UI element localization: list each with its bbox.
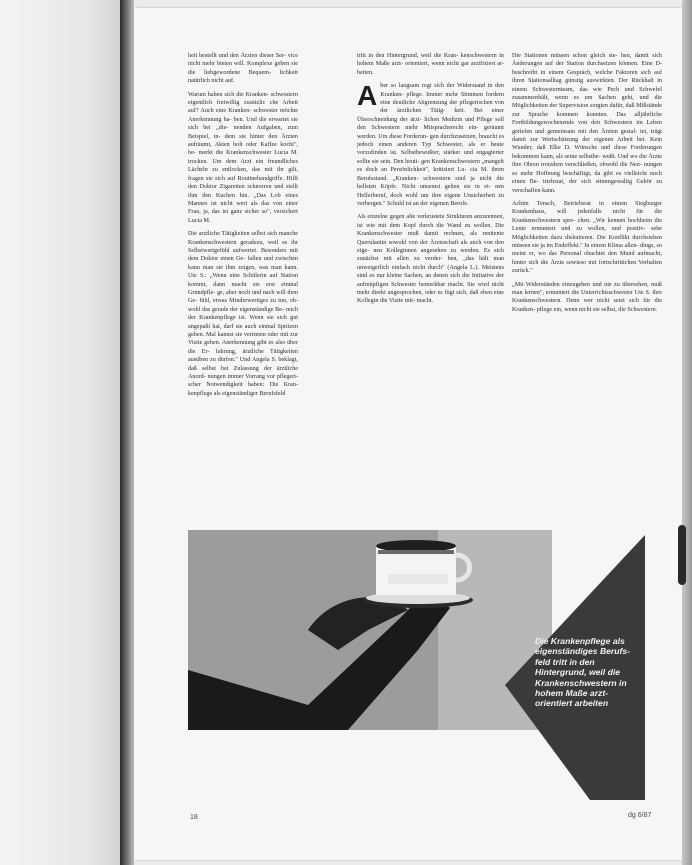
drop-cap: A [357, 80, 378, 112]
paragraph-text: ber so langsam regt sich der Widerstand in den Kranken- pflege. Immer mehr Stimmen fordern eine deutliche Abgrenzung der pflegerischen von der ärztlichen Tätig- keit. Bei einer Überschneidung der ärzt- lichen Medizin und Pflege soll den Schwestern mehr Mitspracherecht ein- geräumt werden. Um diese Forderun- gen durchzusetzen, braucht es jedoch einen anderen Typ Schwester, als er heute vorzufinden ist. Selbstbewußter, stärker und engagierter sollte sie sein. Den heuti- gen Krankenschwestern „mangelt es doch an Persönlichkeit", kritisiert Lu- cia M. ihren Berufsstand. „Kranken- schwestern sind ja nicht die hellsten Köpfe. Nicht umsonst gehen sie in ei- nen Helferberuf, doch wohl um ihre eigene Unsicherheit zu verbergen." Schuld ist an der eigenen Berufe. [357, 83, 504, 207]
page-number: 18 [190, 814, 198, 821]
paragraph: „Mit Widerständen einzugehen und nie zu übersehen, muß man lernen", ermuntert die Unterrichtsschwester Ute S. ihre Krankenschwestern. Denn wer nicht setzt sich für die Kranken- pflege ein, wenn nicht sie selbst, die Schwestern. [512, 281, 662, 313]
paragraph: Als einzelne gegen alte verkrustete Strukturen anzurennen, ist wie mit dem Kopf durch die Wand zu wollen. Die Krankenschwester muß damit rechnen, als renitente Querulantin sowohl von der Ärzteschaft als auch von den eige- nen Kolleginnen angesehen zu werden. Es sich zunächst mit allen zu verder- ben, „das hält man unweigerlich einfach nicht durch" (Angela L.). Meistens sind es nur kleine Sachen, an denen sich die Initiative der aufmüpfigen Schwester bemerkbar macht. Sie wird nicht mehr direkt angesprochen, oder es fügt sich, daß eben eine Kollegin die Visite mit- macht. [357, 214, 504, 305]
scan-left-margin [0, 0, 128, 865]
paragraph: Achim Tensch, Betriebsrat in einem Siegburger Krankenhaus, will jedenfalls nicht für die Krankenschwestern spre- chen. „Wir kennen hochbeim die Leute ermuntert und zu wollen, und positiv- sehe Möglichkeiten dazu diskutieren. Die Konflikt durchstehen müssen sie ja im Endeffekt." In einem Klima allen- dings, so meint er, wo das Personal obachtet den Mund aufmacht, hinter sich die Ärzte sowieso mit fortschrittichen Verhalten zurück." [512, 200, 662, 275]
paragraph: Die arztliche Tätigkeiten selbst sich manche Krankenschwestern geradezu, weil es ihr Selbstwertgefühl aufwertet. Besonders mit dem Doktor einen Ge- fallen und zwischen kann man sie ihm zeigen, was man kann. Ute S.: „Wenn eine Schülerin auf Station kommt, dann macht sie erst einmal Grundpfle- ge, aber noch und nach will dem Ge- fühl, etwas Minderwertiges zu tun, ob- wohl das gerade der eigenständige Be- reich der Krankenpflege ist. Wenn sie sich gut angepaßt hat, darf sie auch einmal Spritzen geben. Mal kannst sie vertreten oder mit zur Visite gehen. Anerkennung gibt es also über die Er- fahrung, ärztliche Tätigkeiten ausüben zu dürfen." Und Angela S. beklagt, daß selbst bei Zulassung der ärztliche Anord- nungen immer Vorrang vor pflegeri- scher Notwendigkeit haben: Die Kran- kenpflege als eigenständiger Berufsfeld [188, 231, 298, 397]
paragraph: tritt in den Hintergrund, weil die Kran- kenschwestern in hohem Maße arzt- orientiert, wenn nicht gar arztfixiert ar- beiten. [357, 53, 504, 76]
paragraph: heit bestellt und den Ärzten dieser Ser- vice nicht mehr bieten will. Komplexe geben sie die liebgewordene Bequem- lichkeit natürlich nicht auf. [188, 53, 298, 85]
text-column-1 [188, 52, 298, 522]
photo-illustration [188, 530, 552, 730]
photo-caption: Die Krankenpflege als eigenständiges Berufs- feld tritt in den Hintergrund, weil die Krankenschwestern in hohem Maße arzt- orientiert arbeiten [535, 636, 631, 709]
page-edge-tab [678, 525, 686, 585]
photo-hand-holding-cup [188, 530, 552, 730]
paragraph [357, 82, 504, 208]
paragraph: Warum haben sich die Kranken- schwestern eigentlich freiwillig zusätzlic che Arbeit auf? Auch eine Kranken- schwester möchte Anerkennung ha- ben. Und die erwartet sie sich bei „die- nenden Aufgaben, zum Beispiel, in- dem sie hinter den Ärzten aufräumt, Akten holt oder Kaffee kocht", be- merkt die Krankenschwester Lucia M. trocken. Um dem Arzt ein freundliches Lächeln zu entlocken, das mit ihr gilt, fragen sie sich auf Routinehandgriffe. Hilft den Doktor Zigaretten schnorren und stellt ihm den Kuchen hin. „Das Lob eines Mannes ist nicht wert als das von einer Frau, ja, das ist ganz sicher so", versichert Lucia M. [188, 91, 298, 224]
text-column-2 [357, 52, 504, 522]
text-column-3 [512, 52, 662, 522]
paragraph: Die Stationen müssen schon gleich ste- hen, damit sich Änderungen auf der Station durchsetzen können. Eine D- beschreibt in einem Gespräch, welche Faktoren sich auf ihren Stationsalltag günstig auswirkten. Der Rückhalt in einem Schwesternteam, das wie Pech und Schwefel zusammenhält, wenn es um Sachen geht, und die Möglichkeiten der Supervision sorgten dafür, daß Mißstände zur Sprache kommen konnten. Das alljährliche Fortbildungswochenende von den Schwestern im Leben geriefen und gemeinsam mit den Ärzten gestal- tet, trägt damit zur Wertschätzung der eigenen Arbeit bei. Kein Wunder, daß Elke D. Wünsche und diese Forderungen bekommen kann, als seine selbstbe- wußt. Und wo die Ärzte ihre Ohren trotzdem verschließen, obwohl die Nen- nungen so mehr Hoffnung beschäftigt, da gibt es vielleicht noch einen Be- triebsrat, der sich stimmgewaltig Gehör zu verschaffen kann. [512, 53, 662, 194]
issue-label: dg 6/87 [628, 812, 652, 819]
scan-right-edge [682, 0, 692, 865]
binding-gutter-shadow [120, 0, 134, 865]
